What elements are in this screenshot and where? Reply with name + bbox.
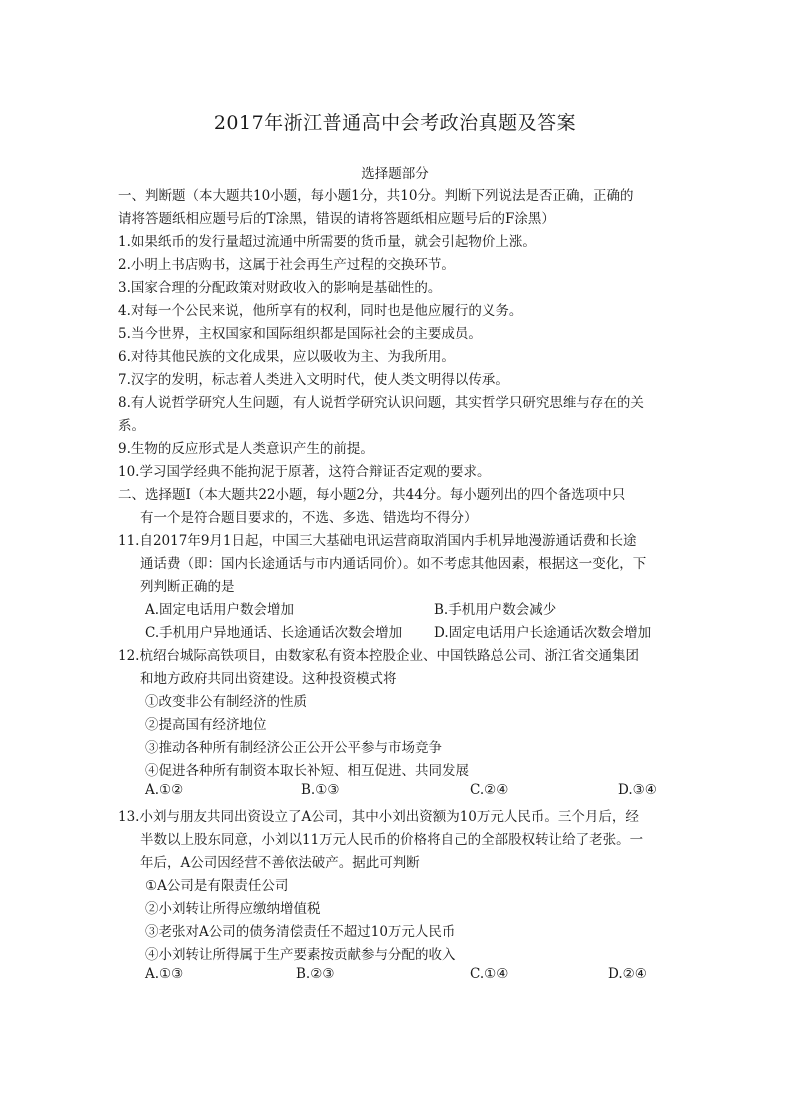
q12-option-d: D.③④ <box>618 782 657 798</box>
q13-statement-1: ①A公司是有限责任公司 <box>145 878 289 894</box>
question-4: 4.对每一个公民来说，他所享有的权利，同时也是他应履行的义务。 <box>118 303 523 319</box>
question-6: 6.对待其他民族的文化成果，应以吸收为主、为我所用。 <box>118 349 455 365</box>
q11-option-c: C.手机用户异地通话、长途通话次数会增加 <box>145 625 403 641</box>
question-5: 5.当今世界，主权国家和国际组织都是国际社会的主要成员。 <box>118 326 482 342</box>
section-heading: 选择题部分 <box>361 166 429 182</box>
part1-heading-cont: 请将答题纸相应题号后的T涂黑，错误的请将答题纸相应题号后的F涂黑） <box>118 211 555 227</box>
question-8: 8.有人说哲学研究人生问题，有人说哲学研究认识问题，其实哲学只研究思维与存在的关 <box>118 395 644 411</box>
question-13-cont: 半数以上股东同意，小刘以11万元人民币的价格将自己的全部股权转让给了老张。一 <box>140 832 644 848</box>
q12-statement-2: ②提高国有经济地位 <box>145 717 267 733</box>
question-12-cont: 和地方政府共同出资建设。这种投资模式将 <box>140 671 397 687</box>
q13-option-c: C.①④ <box>470 966 509 982</box>
question-12: 12.杭绍台城际高铁项目，由数家私有资本控股企业、中国铁路总公司、浙江省交通集团 <box>118 648 639 664</box>
q13-option-d: D.②④ <box>608 966 647 982</box>
question-7: 7.汉字的发明，标志着人类进入文明时代，使人类文明得以传承。 <box>118 372 509 388</box>
part2-heading-cont: 有一个是符合题目要求的，不选、多选、错选均不得分） <box>140 510 478 526</box>
q12-statement-3: ③推动各种所有制经济公正公开公平参与市场竞争 <box>145 740 442 756</box>
q13-statement-3: ③老张对A公司的债务清偿责任不超过10万元人民币 <box>145 924 456 940</box>
q11-option-a: A.固定电话用户数会增加 <box>145 602 295 618</box>
question-1: 1.如果纸币的发行量超过流通中所需要的货币量，就会引起物价上涨。 <box>118 234 536 250</box>
question-11-cont: 通话费（即：国内长途通话与市内通话同价）。如不考虑其他因素，根据这一变化，下 <box>140 556 647 572</box>
q13-option-b: B.②③ <box>296 966 335 982</box>
q12-option-a: A.①② <box>145 782 184 798</box>
question-11-cont: 列判断正确的是 <box>140 579 235 595</box>
question-13: 13.小刘与朋友共同出资设立了A公司，其中小刘出资额为10万元人民币。三个月后，经 <box>118 809 639 825</box>
question-8-cont: 系。 <box>118 418 145 434</box>
question-10: 10.学习国学经典不能拘泥于原著，这符合辩证否定观的要求。 <box>118 464 491 480</box>
q12-option-c: C.②④ <box>470 782 509 798</box>
q11-option-d: D.固定电话用户长途通话次数会增加 <box>434 625 652 641</box>
q12-statement-1: ①改变非公有制经济的性质 <box>145 694 307 710</box>
q11-option-b: B.手机用户数会减少 <box>434 602 557 618</box>
question-2: 2.小明上书店购书，这属于社会再生产过程的交换环节。 <box>118 257 455 273</box>
question-13-cont: 年后，A公司因经营不善依法破产。据此可判断 <box>140 855 420 871</box>
part1-heading: 一、判断题（本大题共10小题，每小题1分，共10分。判断下列说法是否正确，正确的 <box>118 188 634 204</box>
question-11: 11.自2017年9月1日起，中国三大基础电讯运营商取消国内手机异地漫游通话费和长途 <box>118 533 637 549</box>
q12-statement-4: ④促进各种所有制资本取长补短、相互促进、共同发展 <box>145 763 469 779</box>
q13-option-a: A.①③ <box>145 966 184 982</box>
page-title: 2017年浙江普通高中会考政治真题及答案 <box>213 112 577 134</box>
q13-statement-4: ④小刘转让所得属于生产要素按贡献参与分配的收入 <box>145 947 456 963</box>
question-9: 9.生物的反应形式是人类意识产生的前提。 <box>118 441 374 457</box>
q13-statement-2: ②小刘转让所得应缴纳增值税 <box>145 901 321 917</box>
part2-heading: 二、选择题Ⅰ（本大题共22小题，每小题2分，共44分。每小题列出的四个备选项中只 <box>118 487 626 503</box>
question-3: 3.国家合理的分配政策对财政收入的影响是基础性的。 <box>118 280 442 296</box>
q12-option-b: B.①③ <box>301 782 340 798</box>
